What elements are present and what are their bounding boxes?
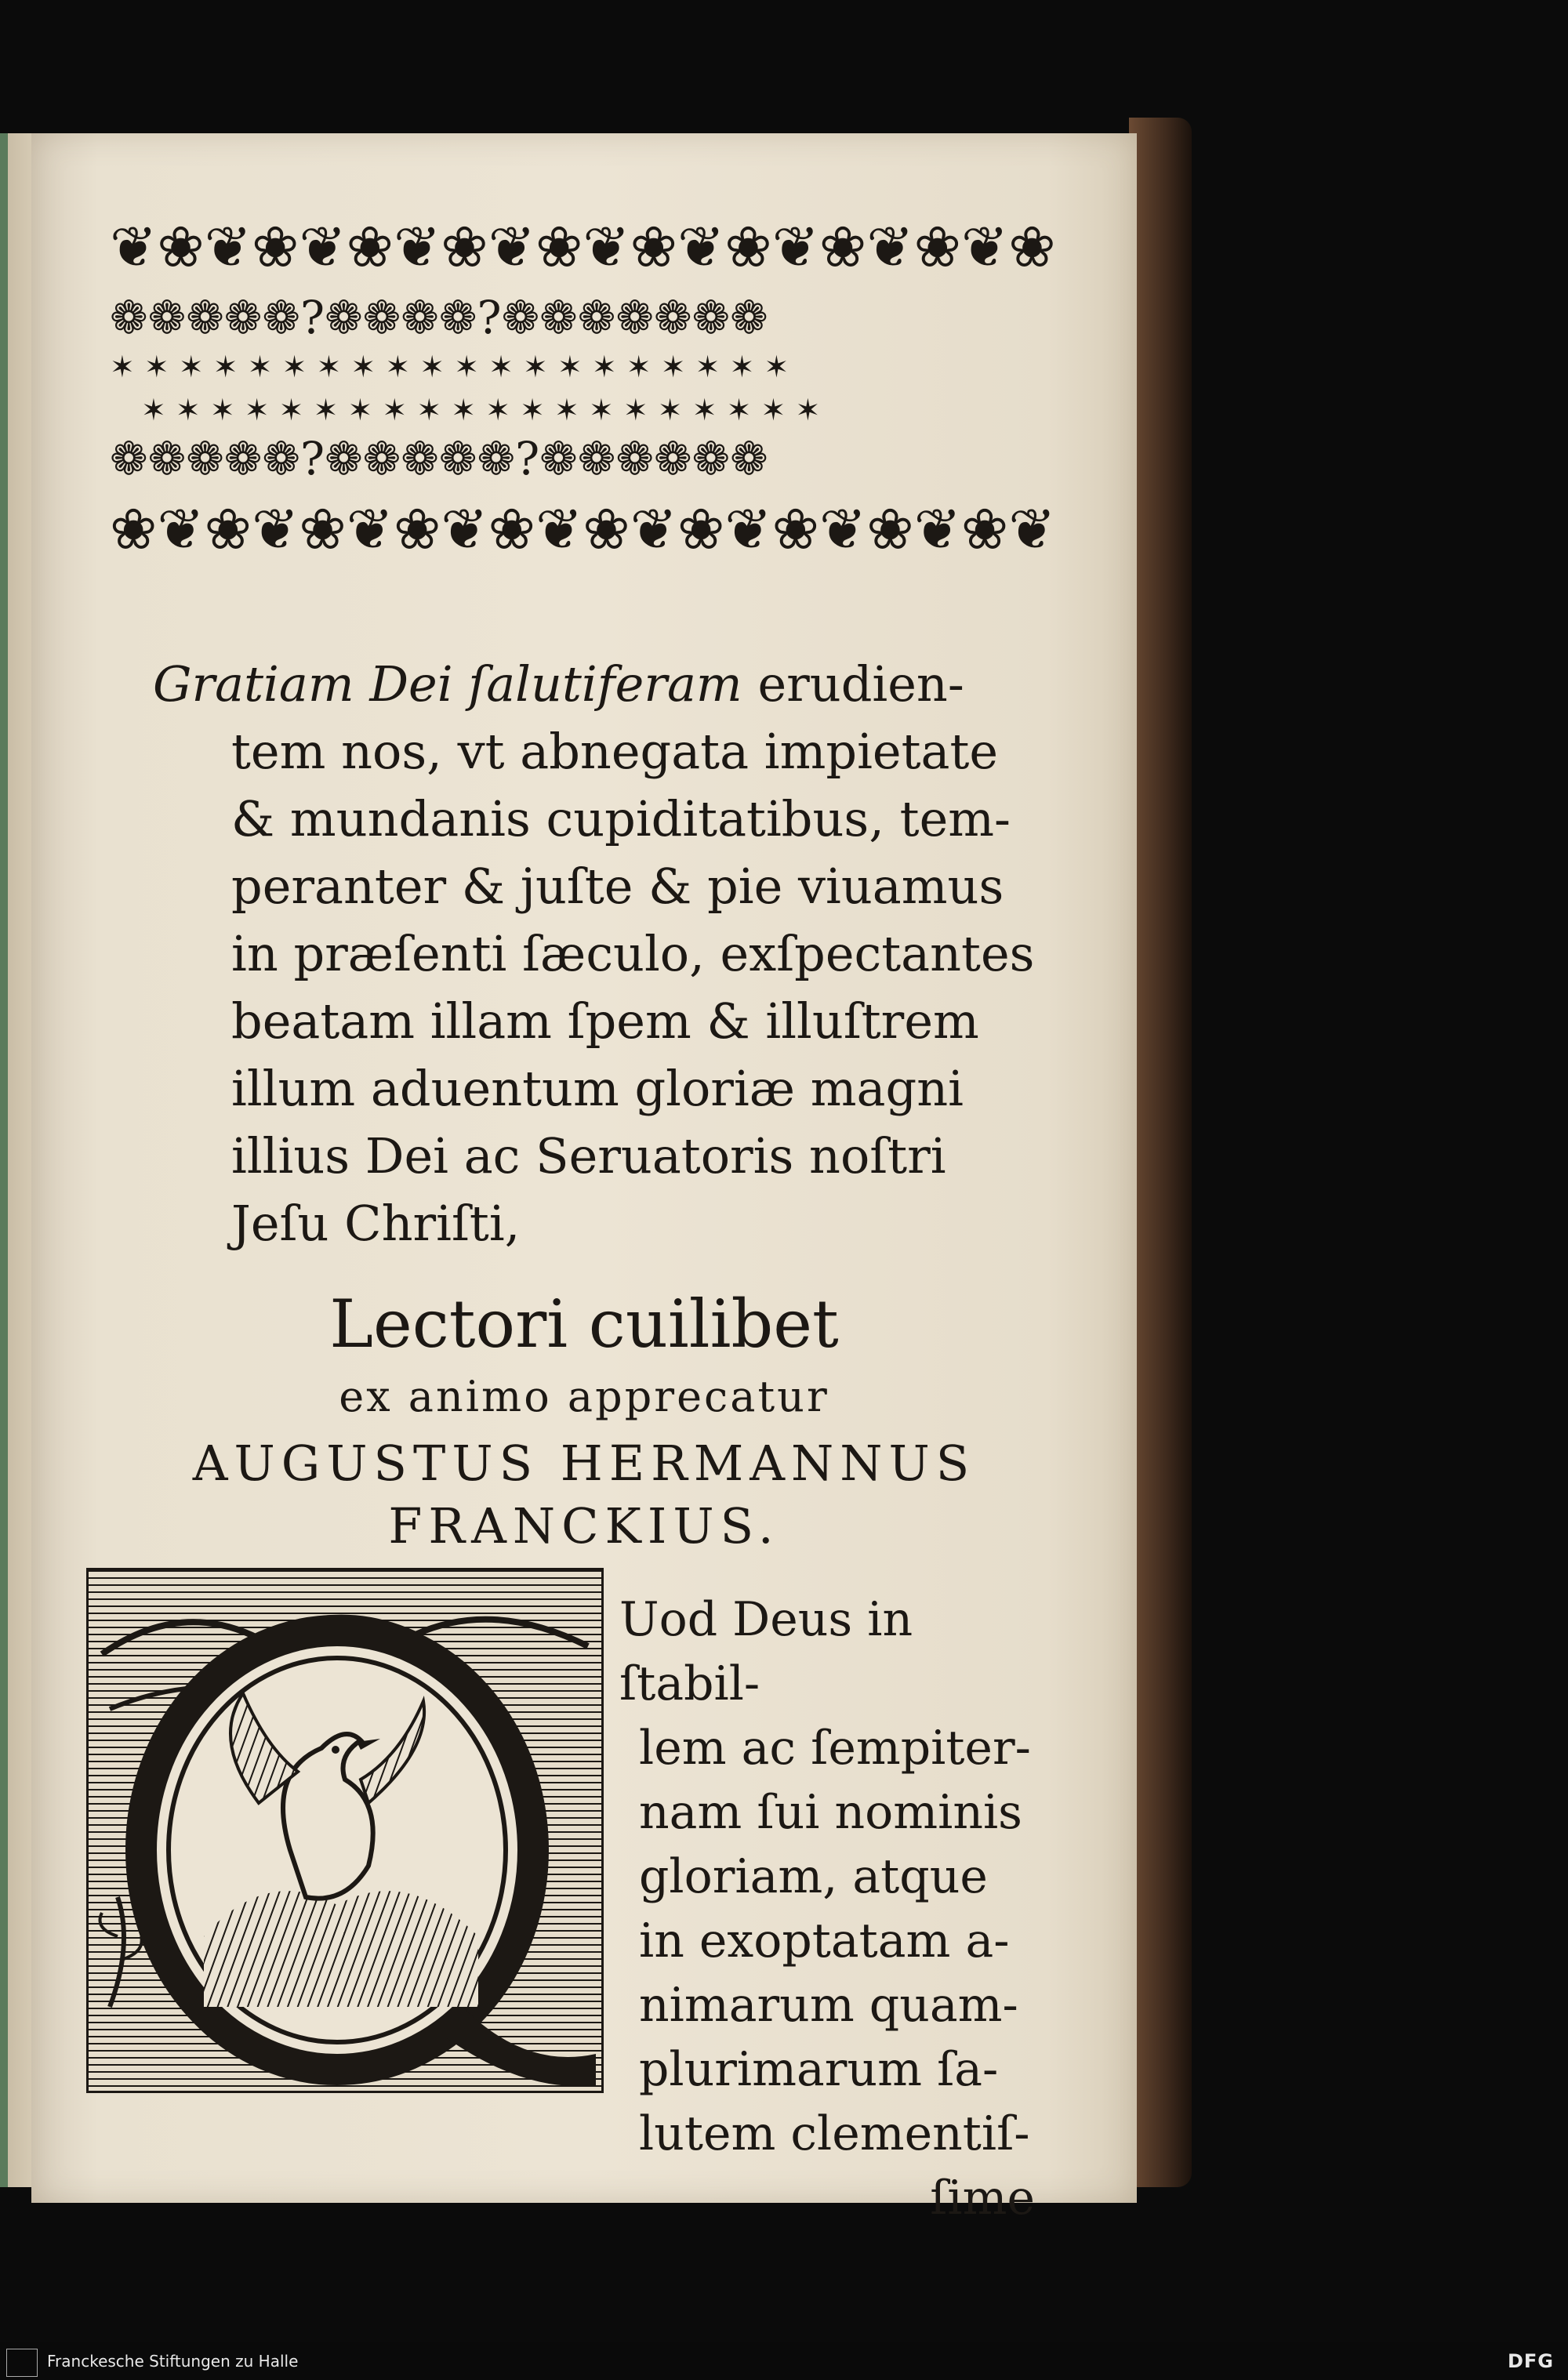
paragraph-line: Jeſu Chriſti, bbox=[231, 1195, 521, 1252]
initial-Q-phoenix-woodcut-icon bbox=[86, 1568, 604, 2093]
ornament-flower-row: ❁❁❁❁❁?❁❁❁❁❁?❁❁❁❁❁❁ bbox=[110, 432, 768, 485]
paragraph-line: in præſenti ſæculo, exſpectantes bbox=[231, 925, 1035, 982]
paragraph-line: illum aduentum gloriæ magni bbox=[231, 1060, 964, 1117]
dfg-logo[interactable]: DFG bbox=[1507, 2350, 1554, 2372]
institution-name[interactable]: Franckesche Stiftungen zu Halle bbox=[47, 2352, 299, 2371]
paragraph-line: gloriam, atque bbox=[639, 1849, 988, 1904]
page bbox=[31, 133, 1137, 2226]
paragraph-line: lutem clementiſ- bbox=[639, 2106, 1030, 2161]
italic-lead: Gratiam Dei ſalutiferam bbox=[153, 655, 742, 713]
paragraph-first-line bbox=[153, 651, 1078, 718]
main-paragraph bbox=[153, 651, 1078, 1257]
paragraph-line: nam ſui nominis bbox=[639, 1785, 1022, 1840]
dedication-lectori: Lectori cuilibet bbox=[329, 1286, 839, 1362]
ornament-vine-bottom: ❀❦❀❦❀❦❀❦❀❦❀❦❀❦❀❦❀❦❀❦ bbox=[110, 496, 1056, 562]
ornament-headpiece bbox=[110, 204, 1058, 580]
paragraph-line: in exoptatam a- bbox=[639, 1914, 1010, 1968]
ornament-flower-row: ❁❁❁❁❁?❁❁❁❁?❁❁❁❁❁❁❁ bbox=[110, 291, 768, 344]
paragraph-line: Uod Deus in ſtabil- bbox=[619, 1592, 913, 1711]
book bbox=[0, 102, 1176, 2226]
paragraph-line: lem ac ſempiter- bbox=[639, 1721, 1031, 1776]
paragraph-line: peranter & juſte & pie viuamus bbox=[231, 858, 1004, 915]
author-name-line2: FRANCKIUS. bbox=[388, 1497, 780, 1555]
ornament-vine-top: ❦❀❦❀❦❀❦❀❦❀❦❀❦❀❦❀❦❀❦❀ bbox=[110, 214, 1056, 280]
paragraph-line: nimarum quam- bbox=[639, 1978, 1018, 2033]
second-paragraph bbox=[619, 1587, 1066, 2230]
ornament-star-row: ✶ ✶ ✶ ✶ ✶ ✶ ✶ ✶ ✶ ✶ ✶ ✶ ✶ ✶ ✶ ✶ ✶ ✶ ✶ ✶ bbox=[141, 392, 821, 427]
catchword: ſime bbox=[930, 2171, 1035, 2226]
paragraph-line: & mundanis cupiditatibus, tem- bbox=[231, 790, 1011, 847]
ornament-star-row: ✶ ✶ ✶ ✶ ✶ ✶ ✶ ✶ ✶ ✶ ✶ ✶ ✶ ✶ ✶ ✶ ✶ ✶ ✶ ✶ bbox=[110, 349, 789, 384]
footer-bar bbox=[0, 2342, 1568, 2380]
paragraph-line: tem nos, vt abnegata impietate bbox=[231, 723, 999, 780]
paragraph-line: beatam illam ſpem & illuſtrem bbox=[231, 992, 979, 1050]
institution-logo-icon bbox=[6, 2349, 38, 2377]
paragraph-line: plurimarum ſa- bbox=[639, 2042, 999, 2097]
author-name-line1: AUGUSTUS HERMANNUS bbox=[192, 1435, 976, 1492]
paragraph-line: illius Dei ac Seruatoris noſtri bbox=[231, 1127, 946, 1185]
book-spine bbox=[1129, 118, 1192, 2187]
first-line-rest: erudien- bbox=[742, 655, 964, 713]
dedication-ex-animo: ex animo apprecatur bbox=[339, 1372, 829, 1421]
